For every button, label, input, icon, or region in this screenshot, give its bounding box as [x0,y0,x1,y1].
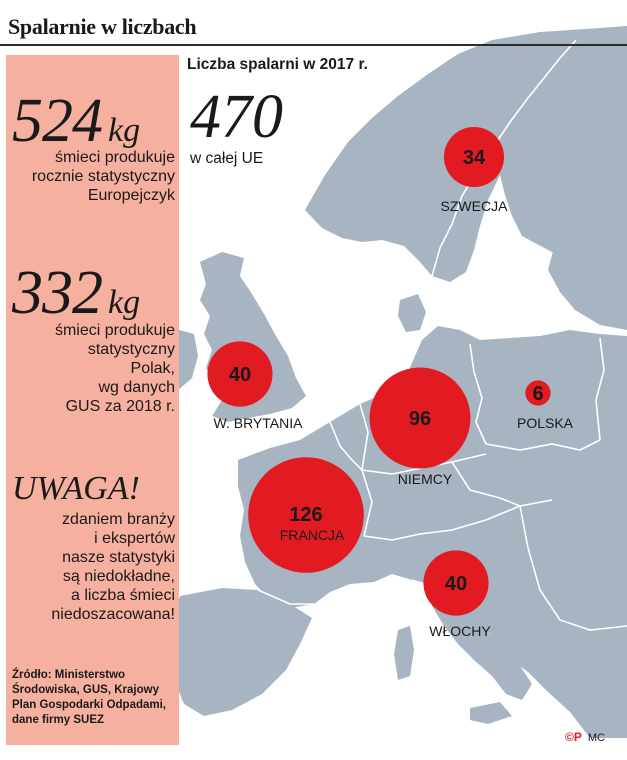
stat-poland-unit: kg [108,284,141,321]
warning-line: zdaniem branży [62,511,175,528]
warning-text [12,510,175,624]
warning-line: niedoszacowana! [51,606,175,623]
country-label-italy: WŁOCHY [429,623,491,639]
stat-europe-value: 524 [12,87,102,155]
desc-line: statystyczny [87,341,175,358]
desc-line: Polak, [130,360,175,377]
stat-europe [12,87,141,155]
country-label-uk: W. BRYTANIA [213,415,303,431]
desc-line: Europejczyk [87,187,175,204]
warning-line: nasze statystyki [62,549,175,566]
country-label-poland: POLSKA [516,415,574,431]
source-line: Środowiska, GUS, Krajowy [12,684,159,696]
stat-poland [12,259,141,327]
country-label-germany: NIEMCY [397,471,453,487]
desc-line: śmieci produkuje [54,322,175,339]
bubble-value-sweden: 34 [462,147,486,169]
land-sicily [470,702,512,724]
bubble-value-germany: 96 [408,408,432,430]
source-line: Źródło: Ministerstwo [12,669,126,681]
stat-europe-unit: kg [108,112,141,149]
land-denmark [398,294,426,332]
country-label-france: FRANCJA [279,527,345,543]
publisher-logo: ©P [565,730,582,744]
land-sardinia [394,626,414,680]
source-line: dane firmy SUEZ [12,714,105,726]
warning-line: i ekspertów [94,530,175,547]
warning-line: a liczba śmieci [70,587,175,604]
credit [565,730,605,744]
infographic-title: Spalarnie w liczbach [8,14,197,39]
country-label-sweden: SZWECJA [440,198,508,214]
bubble-value-poland: 6 [532,383,544,405]
source-note [12,668,166,728]
desc-line: śmieci produkuje [54,149,175,166]
stat-poland-value: 332 [12,259,102,327]
desc-line: GUS za 2018 r. [65,398,175,415]
desc-line: wg danych [98,379,175,396]
warning-heading: UWAGA! [12,470,140,507]
author-initials: MC [587,732,605,744]
warning-line: są niedokładne, [62,568,175,585]
stat-europe-desc [12,148,175,205]
map-heading: Liczba spalarni w 2017 r. [187,56,368,73]
bubble-value-france: 126 [289,504,323,526]
bubble-value-italy: 40 [444,573,468,595]
eu-total-value: 470 [190,83,283,151]
title-underline [0,44,627,46]
eu-total-label: w całej UE [190,150,264,167]
source-line: Plan Gospodarki Odpadami, [12,699,167,711]
desc-line: rocznie statystyczny [31,168,175,185]
stat-poland-desc [12,321,175,416]
land-iberia [170,588,312,716]
bubble-value-uk: 40 [228,364,252,386]
